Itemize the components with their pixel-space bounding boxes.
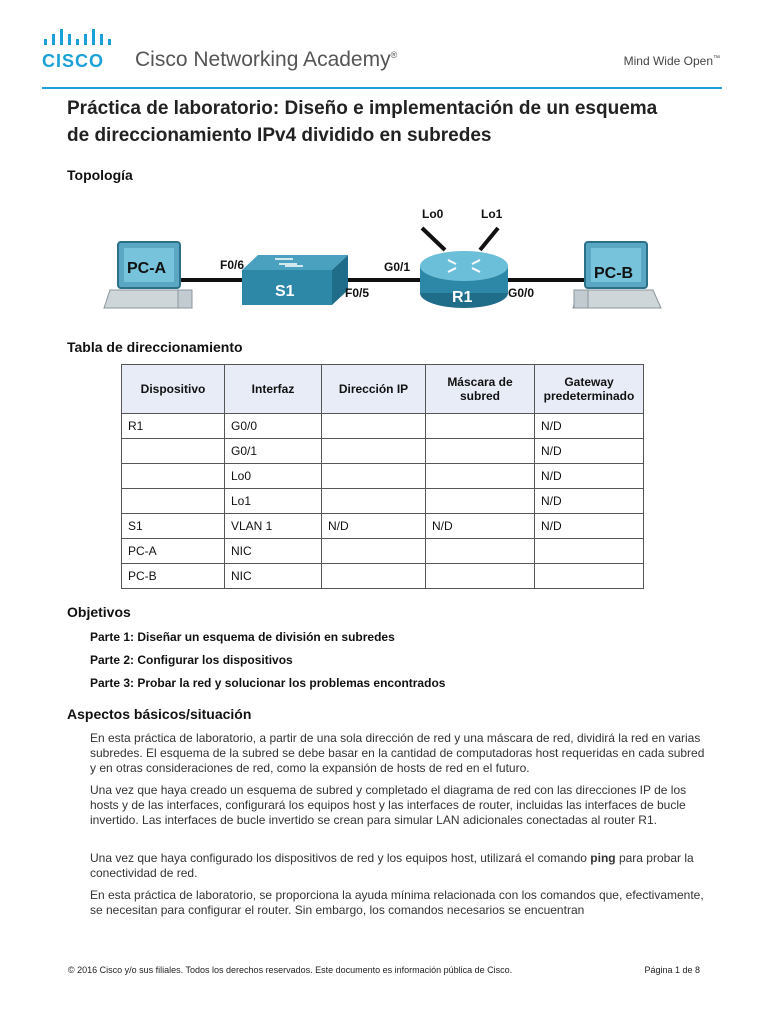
brand-name: Cisco Networking Academy® [135, 48, 398, 71]
header-divider [42, 87, 722, 89]
table-cell: G0/1 [225, 439, 322, 464]
table-cell [426, 489, 535, 514]
lo1-label: Lo1 [481, 207, 503, 221]
table-cell: N/D [322, 514, 426, 539]
table-cell: PC-A [122, 539, 225, 564]
table-cell [122, 464, 225, 489]
col-header: Interfaz [225, 365, 322, 414]
table-cell: N/D [535, 489, 644, 514]
table-heading: Tabla de direccionamiento [67, 339, 243, 355]
col-header: Dirección IP [322, 365, 426, 414]
table-cell [122, 489, 225, 514]
table-cell: R1 [122, 414, 225, 439]
table-cell [122, 439, 225, 464]
table-cell [426, 564, 535, 589]
table-cell [426, 439, 535, 464]
page-title: Práctica de laboratorio: Diseño e implementación de un esquema de direccionamiento IPv4 dividido en subredes [67, 98, 658, 146]
table-cell: N/D [535, 439, 644, 464]
table-cell: NIC [225, 564, 322, 589]
f06-label: F0/6 [220, 258, 245, 272]
table-cell: N/D [535, 514, 644, 539]
table-row [122, 564, 644, 589]
table-cell [322, 489, 426, 514]
objective-item: Parte 2: Configurar los dispositivos [90, 653, 293, 667]
pc-b-label: PC-B [594, 265, 634, 282]
table-row [122, 464, 644, 489]
table-row [122, 489, 644, 514]
table-cell [322, 564, 426, 589]
topology-diagram [100, 198, 670, 328]
table-row [122, 439, 644, 464]
table-row [122, 539, 644, 564]
table-cell [426, 464, 535, 489]
table-cell: N/D [535, 464, 644, 489]
table-cell: G0/0 [225, 414, 322, 439]
router-r1-label: R1 [452, 289, 473, 306]
objective-item: Parte 1: Diseñar un esquema de división en subredes [90, 630, 395, 644]
cisco-logo-text: CISCO [42, 51, 105, 71]
objective-item: Parte 3: Probar la red y solucionar los problemas encontrados [90, 676, 446, 690]
paragraph: Una vez que haya creado un esquema de subred y completado el diagrama de red con las direcciones IP de los hosts y de las interfaces, configurará los equipos host y las interfaces de router, incluidas las interfaces de bucle invertido. Las interfaces de bucle invertido se crean para simular LAN adicionales conectadas al router R1. [90, 783, 687, 827]
switch-s1-label: S1 [275, 283, 295, 300]
cisco-logo-icon [44, 29, 114, 49]
table-cell [322, 439, 426, 464]
table-cell [322, 464, 426, 489]
objectives-heading: Objetivos [67, 604, 131, 620]
table-cell [426, 539, 535, 564]
addressing-table [121, 364, 644, 589]
tagline: Mind Wide Open™ [623, 54, 720, 68]
table-row [122, 514, 644, 539]
background-heading: Aspectos básicos/situación [67, 706, 252, 722]
table-cell: N/D [535, 414, 644, 439]
page-header [0, 0, 768, 90]
paragraph: En esta práctica de laboratorio, se proporciona la ayuda mínima relacionada con los comandos que, efectivamente, se necesitan para configurar el router. Sin embargo, los comandos necesarios se encuentran [90, 888, 704, 917]
table-cell [322, 414, 426, 439]
table-cell [535, 539, 644, 564]
paragraph: En esta práctica de laboratorio, a partir de una sola dirección de red y una máscara de red, dividirá la red en varias subredes. El esquema de la subred se debe basar en la cantidad de computadoras host requeridas en cada subred y en otras consideraciones de red, como la expansión de hosts de red en el futuro. [90, 731, 705, 775]
table-row [122, 414, 644, 439]
switch-s1-icon [242, 255, 348, 305]
table-cell: Lo0 [225, 464, 322, 489]
table-cell [322, 539, 426, 564]
paragraph: Una vez que haya configurado los dispositivos de red y los equipos host, utilizará el comando ping para probar la conectividad de red. [90, 851, 694, 880]
table-cell [426, 414, 535, 439]
footer-copyright: © 2016 Cisco y/o sus filiales. Todos los derechos reservados. Este documento es información pública de Cisco. [68, 965, 513, 975]
table-cell: VLAN 1 [225, 514, 322, 539]
col-header: Máscara de subred [426, 365, 535, 414]
table-cell: S1 [122, 514, 225, 539]
table-cell: N/D [426, 514, 535, 539]
pc-a-label: PC-A [127, 260, 167, 277]
topology-heading: Topología [67, 167, 133, 183]
g01-label: G0/1 [384, 260, 411, 274]
g00-label: G0/0 [508, 286, 535, 300]
table-header-row [122, 365, 644, 414]
col-header: Gateway predeterminado [535, 365, 644, 414]
f05-label: F0/5 [345, 286, 370, 300]
col-header: Dispositivo [122, 365, 225, 414]
page-number: Página 1 de 8 [644, 965, 700, 975]
table-cell: Lo1 [225, 489, 322, 514]
table-cell: NIC [225, 539, 322, 564]
table-cell: PC-B [122, 564, 225, 589]
table-cell [535, 564, 644, 589]
lo0-label: Lo0 [422, 207, 444, 221]
